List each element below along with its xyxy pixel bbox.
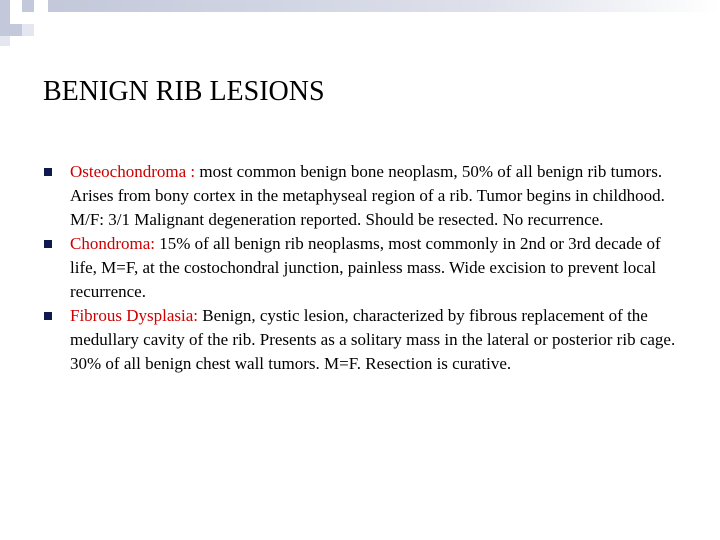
bullet-term: Chondroma: (70, 234, 155, 253)
square-bullet-icon (44, 168, 52, 176)
bullet-list (43, 160, 683, 376)
bullet-osteochondroma (43, 160, 683, 232)
bullet-text: 15% of all benign rib neoplasms, most commonly in 2nd or 3rd decade of life, M=F, at the costochondral junction, painless mass. Wide excision to prevent local recurrence. (70, 234, 661, 301)
bullet-text: most common benign bone neoplasm, 50% of all benign rib tumors. Arises from bony cortex in the metaphyseal region of a rib. Tumor begins in childhood. M/F: 3/1 Malignant degeneration reported. Should be resected. No recurrence. (70, 162, 665, 229)
bullet-fibrous-dysplasia (43, 304, 683, 376)
square-bullet-icon (44, 240, 52, 248)
bullet-term: Osteochondroma : (70, 162, 196, 181)
slide-title: BENIGN RIB LESIONS (43, 76, 325, 107)
bullet-text: Benign, cystic lesion, characterized by fibrous replacement of the medullary cavity of the rib. Presents as a solitary mass in the lateral or posterior rib cage. 30% of all benign chest wall tumors. M=F. Resection is curative. (70, 306, 676, 373)
decorative-checker-banner (0, 0, 720, 50)
bullet-term: Fibrous Dysplasia: (70, 306, 198, 325)
bullet-chondroma (43, 232, 683, 304)
square-bullet-icon (44, 312, 52, 320)
